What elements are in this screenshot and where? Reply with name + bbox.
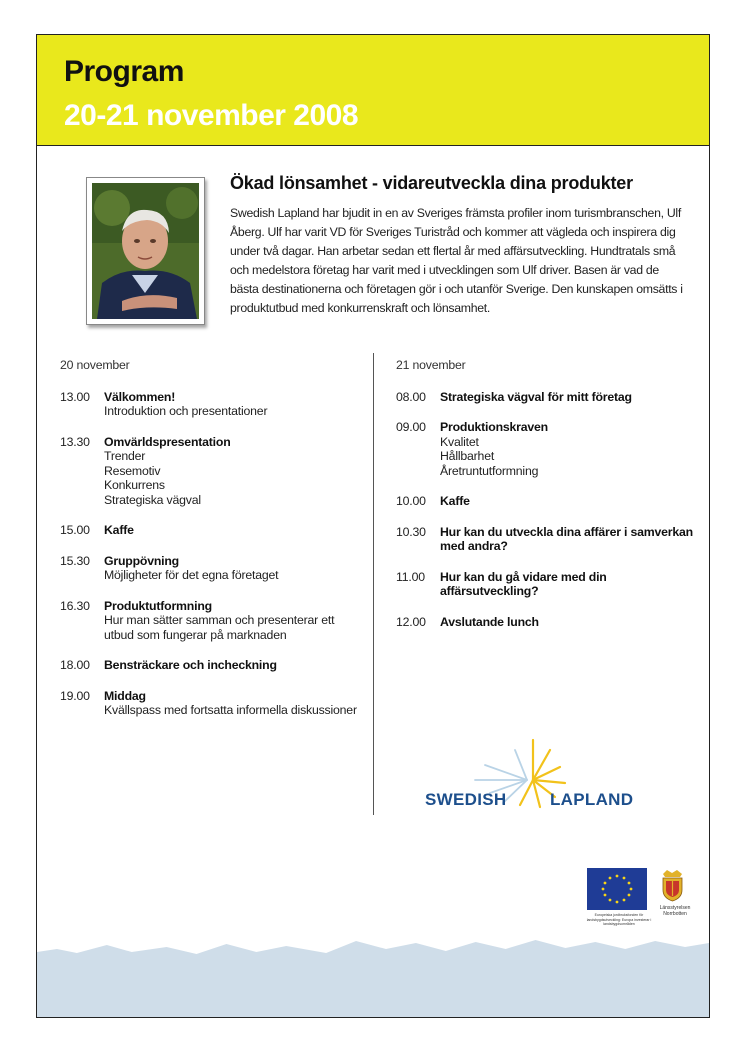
schedule-title: Kaffe bbox=[104, 523, 134, 537]
schedule-title: Välkommen! bbox=[104, 389, 176, 404]
schedule-title: Produktionskraven bbox=[440, 420, 548, 434]
schedule-title: Produktutformning bbox=[104, 598, 212, 613]
schedule-time: 12.00 bbox=[396, 614, 426, 629]
header-banner bbox=[37, 35, 709, 146]
schedule-time: 13.30 bbox=[60, 434, 90, 449]
schedule-item bbox=[60, 689, 370, 718]
article-intro: Swedish Lapland har bjudit in en av Sveriges främsta profiler inom turismbranschen, Ulf Åberg. Ulf har varit VD för Sveriges Turistråd och kommer att vägleda och inspirera dig under två dagar. Han arbetar sedan ett flertal år med affärsutveckling. Hundtratals små och medelstora företag har varit med i utvecklingen som Ulf driver. Basen är vad de bästa destinationerna och företagen gör i och utanför Sverige. Den kunskapen omsätts i produktutbud med konkurrenskraft och lönsamhet. bbox=[230, 206, 683, 315]
schedule-item bbox=[396, 420, 696, 478]
column-divider bbox=[373, 353, 374, 815]
schedule-detail: utbud som fungerar på marknaden bbox=[104, 627, 287, 642]
schedule-detail: Kvalitet bbox=[440, 434, 479, 449]
schedule-item bbox=[396, 494, 696, 509]
schedule-time: 15.30 bbox=[60, 553, 90, 568]
schedule-body bbox=[440, 494, 696, 509]
schedule-time: 16.30 bbox=[60, 598, 90, 613]
schedule-time: 13.00 bbox=[60, 389, 90, 404]
program-page bbox=[36, 34, 710, 1018]
logo-word-lapland: LAPLAND bbox=[550, 790, 634, 809]
schedule-title: Middag bbox=[104, 688, 146, 703]
logo-word-swedish: SWEDISH bbox=[425, 790, 507, 809]
schedule-title: Kaffe bbox=[440, 494, 470, 508]
county-board-caption: Länsstyrelsen Norrbotten bbox=[659, 905, 691, 917]
schedule-time: 19.00 bbox=[60, 688, 90, 703]
schedule-time: 11.00 bbox=[396, 569, 425, 584]
schedule-time: 09.00 bbox=[396, 420, 426, 434]
schedule-detail: Åretruntutformning bbox=[440, 463, 539, 478]
schedule-title: Gruppövning bbox=[104, 553, 179, 568]
schedule-item bbox=[60, 599, 370, 643]
schedule-body bbox=[104, 435, 370, 508]
schedule-title: Hur kan du gå vidare med din affärsutveckling? bbox=[440, 569, 607, 598]
schedule-title: Strategiska vägval för mitt företag bbox=[440, 389, 632, 404]
schedule-body bbox=[440, 420, 696, 478]
schedule-item bbox=[60, 554, 370, 583]
schedule-body bbox=[104, 689, 370, 718]
day1-schedule bbox=[60, 358, 370, 734]
schedule-time: 10.30 bbox=[396, 524, 426, 539]
schedule-item bbox=[60, 390, 370, 419]
schedule-item bbox=[60, 658, 370, 673]
schedule-title: Bensträckare och incheckning bbox=[104, 658, 277, 672]
schedule-body bbox=[440, 615, 696, 630]
schedule-detail: Möjligheter för det egna företaget bbox=[104, 568, 279, 582]
schedule-item bbox=[396, 615, 696, 630]
schedule-body bbox=[104, 599, 370, 643]
schedule-item bbox=[396, 570, 696, 599]
schedule-item bbox=[396, 390, 696, 405]
schedule-body bbox=[104, 523, 370, 538]
schedule-title: Avslutande lunch bbox=[440, 614, 539, 629]
schedule-body bbox=[104, 554, 370, 583]
day2-schedule bbox=[396, 358, 696, 645]
speaker-photo bbox=[86, 177, 205, 325]
swedish-lapland-logo bbox=[415, 735, 635, 825]
schedule-title: Hur kan du utveckla dina affärer i samverkan med andra? bbox=[440, 524, 693, 553]
schedule-detail: Kvällspass med fortsatta informella diskussioner bbox=[104, 703, 357, 717]
program-title: Program bbox=[64, 55, 184, 88]
schedule-body bbox=[440, 390, 696, 405]
schedule-time: 15.00 bbox=[60, 523, 90, 537]
schedule-detail: Trender bbox=[104, 449, 146, 463]
schedule-item bbox=[60, 435, 370, 508]
schedule-detail: Resemotiv bbox=[104, 463, 161, 478]
schedule-title: Omvärldspresentation bbox=[104, 434, 231, 449]
eu-caption: Europeiska jordbruksfonden för landsbygdsutveckling: Europa investerar i landsbygdsområden bbox=[586, 913, 652, 926]
day1-label: 20 november bbox=[60, 358, 130, 372]
schedule-body bbox=[104, 658, 370, 673]
schedule-time: 10.00 bbox=[396, 494, 426, 508]
mountain-silhouette bbox=[37, 897, 709, 1017]
schedule-item bbox=[60, 523, 370, 538]
schedule-time: 08.00 bbox=[396, 389, 426, 404]
schedule-body bbox=[440, 570, 696, 599]
schedule-time: 18.00 bbox=[60, 658, 90, 672]
schedule-item bbox=[396, 525, 696, 554]
schedule-detail: Hållbarhet bbox=[440, 449, 495, 463]
schedule-detail: Introduktion och presentationer bbox=[104, 404, 268, 418]
day2-label: 21 november bbox=[396, 358, 466, 372]
program-date: 20-21 november 2008 bbox=[64, 99, 359, 132]
article-headline: Ökad lönsamhet - vidareutveckla dina produkter bbox=[230, 173, 633, 193]
schedule-detail: Strategiska vägval bbox=[104, 492, 201, 507]
schedule-detail: Konkurrens bbox=[104, 478, 165, 492]
schedule-detail: Hur man sätter samman och presenterar ett bbox=[104, 613, 335, 627]
schedule-body bbox=[104, 390, 370, 419]
schedule-body bbox=[440, 525, 696, 554]
